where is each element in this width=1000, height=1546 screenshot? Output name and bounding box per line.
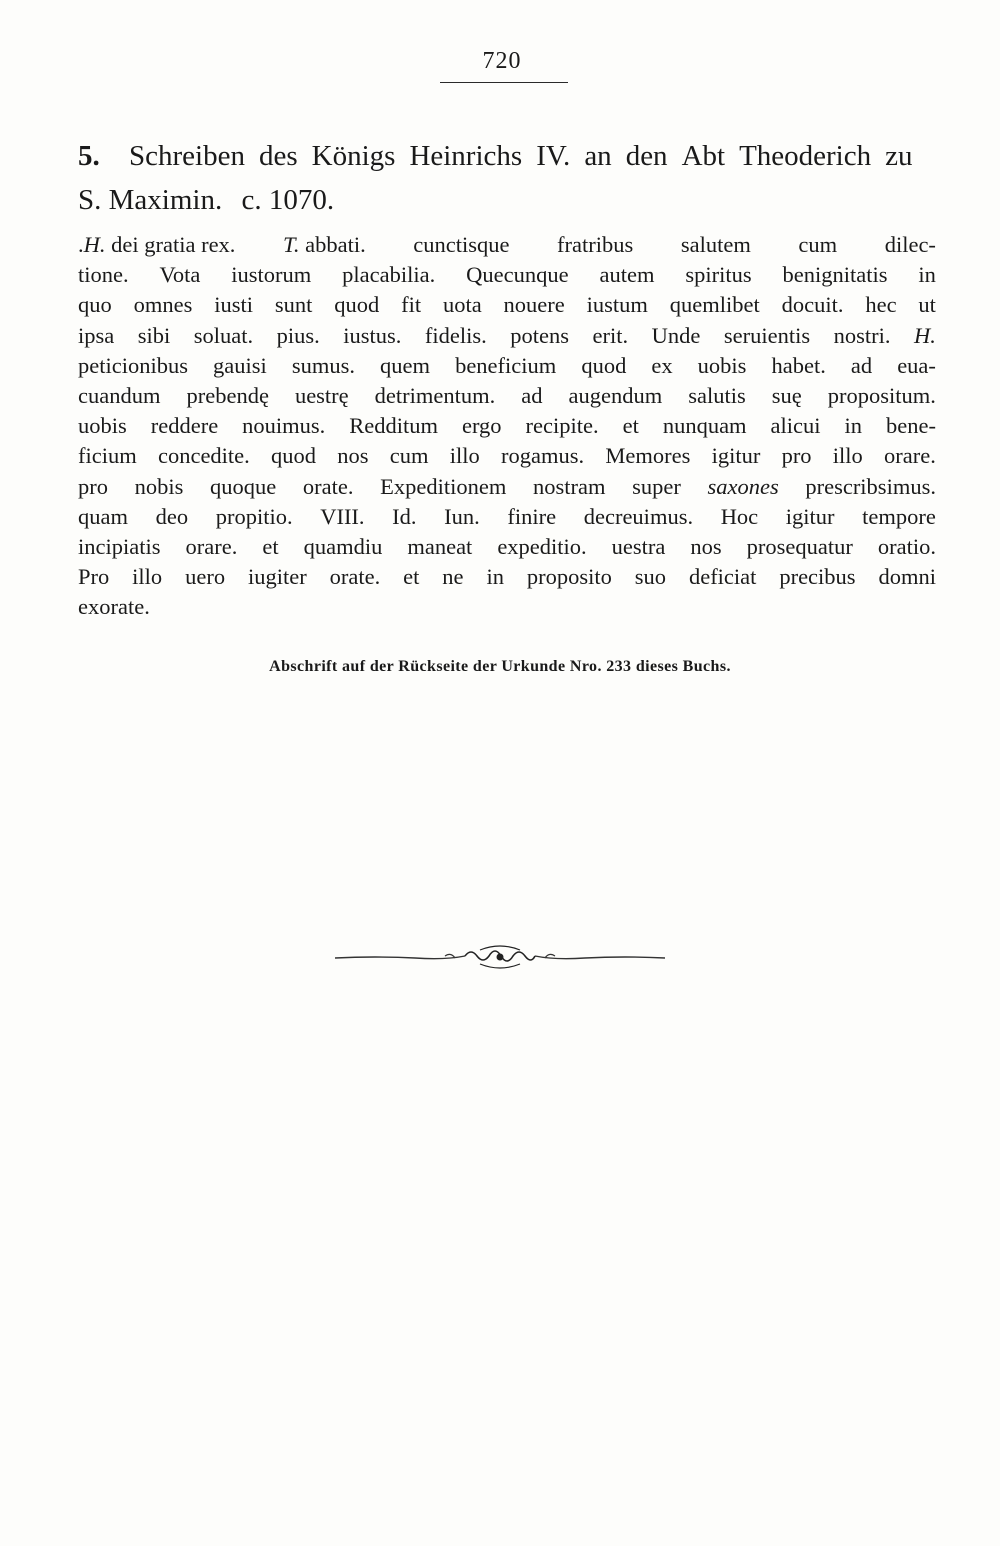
body-word: Quecunque [466, 262, 569, 288]
body-line [78, 592, 936, 622]
source-footnote: Abschrift auf der Rückseite der Urkunde Nro. 233 dieses Buchs. [269, 658, 731, 675]
body-word: prescribsimus. [805, 473, 936, 499]
body-word: sunt [274, 292, 313, 318]
body-word: quem [380, 352, 431, 378]
body-line [78, 532, 936, 562]
body-word: iusti [214, 292, 253, 318]
body-word: pius. [276, 322, 320, 348]
body-word: incipiatis [78, 534, 161, 560]
body-word: recipite. [525, 413, 599, 439]
heading-word: Schreiben [129, 140, 245, 172]
body-word: uobis [697, 352, 747, 378]
body-line [78, 562, 936, 592]
body-word: deo [155, 503, 189, 529]
body-word: super [632, 473, 681, 499]
body-word: Vota [159, 262, 201, 288]
body-word: prebendę [186, 383, 269, 409]
heading-date: c. 1070. [241, 184, 335, 216]
body-line [78, 230, 936, 260]
body-line [78, 411, 936, 441]
heading-word: den [625, 140, 668, 172]
body-word: gauisi [213, 352, 267, 378]
body-word: Pro [78, 564, 110, 590]
body-word: T. abbati. [283, 232, 366, 257]
body-word: nostram [532, 473, 606, 499]
body-word: nouimus. [242, 413, 326, 439]
body-word: in [486, 564, 504, 590]
body-word: cunctisque [413, 232, 510, 257]
body-word: spiritus [685, 262, 752, 288]
body-word: uestra [611, 534, 666, 560]
body-word: habet. [771, 352, 826, 378]
body-word: ergo [461, 413, 502, 439]
body-word: iustum [586, 292, 648, 318]
body-word: orate. [302, 473, 354, 499]
heading-line-2 [78, 178, 936, 222]
body-word: seruientis [723, 322, 811, 348]
body-word: cum [798, 232, 838, 257]
body-word: uestrę [294, 383, 349, 409]
body-word: quam [78, 503, 128, 529]
body-word: iugiter [247, 564, 307, 590]
body-word: et [622, 413, 639, 439]
body-word: precibus [779, 564, 856, 590]
body-word: cuandum [78, 383, 161, 409]
body-word: prosequatur [746, 534, 853, 560]
body-word: dilec- [884, 232, 936, 257]
body-word: Id. [392, 503, 417, 529]
body-word: et [262, 534, 279, 560]
body-word: ficium [78, 443, 137, 469]
body-word: Expeditionem [380, 473, 507, 499]
body-word: nunquam [662, 413, 747, 439]
body-word: potens [510, 322, 570, 348]
body-word: docuit. [781, 292, 844, 318]
body-word: salutis [688, 383, 746, 409]
body-word: illo [449, 443, 480, 469]
heading-word: Abt [681, 140, 726, 172]
body-word: domni [878, 564, 936, 590]
body-word: hec [865, 292, 897, 318]
body-word: orare. [884, 443, 936, 469]
body-word: Hoc [720, 503, 759, 529]
body-line [78, 260, 936, 290]
heading-number: 5. [78, 140, 100, 172]
heading-word: zu [885, 140, 913, 172]
body-word: ad [521, 383, 543, 409]
page-number-rule [440, 82, 568, 83]
body-word: iustus. [343, 322, 402, 348]
body-word: deficiat [688, 564, 757, 590]
body-word: quoque [210, 473, 277, 499]
body-word: benignitatis [782, 262, 888, 288]
body-word: VIII. [320, 503, 365, 529]
body-word: detrimentum. [374, 383, 496, 409]
body-word: igitur [711, 443, 761, 469]
body-word: orate. [329, 564, 381, 590]
body-word: suę [771, 383, 802, 409]
body-word: sibi [137, 322, 171, 348]
body-word: suo [634, 564, 667, 590]
body-word: igitur [785, 503, 835, 529]
body-word: nouere [503, 292, 565, 318]
heading-word: Königs [311, 140, 396, 172]
body-word: autem [599, 262, 655, 288]
body-line [78, 290, 936, 320]
body-word: nostri. [833, 322, 891, 348]
heading-word: IV. [536, 140, 571, 172]
body-word: pro [78, 473, 108, 499]
body-word: decreuimus. [583, 503, 694, 529]
body-word: maneat [407, 534, 473, 560]
body-word: finire [507, 503, 557, 529]
body-line [78, 381, 936, 411]
body-word: pro [781, 443, 812, 469]
body-word: propositum. [827, 383, 936, 409]
heading-word: des [258, 140, 298, 172]
body-word: Unde [651, 322, 701, 348]
body-word: omnes [133, 292, 193, 318]
body-word: expeditio. [497, 534, 587, 560]
body-word: augendum [568, 383, 663, 409]
body-word: quod [271, 443, 317, 469]
body-word: ad [850, 352, 873, 378]
body-word: uero [185, 564, 226, 590]
body-word: quod [334, 292, 380, 318]
body-word: alicui [770, 413, 821, 439]
body-word: tione. [78, 262, 129, 288]
ornamental-divider-icon [335, 940, 665, 976]
body-word: ex [651, 352, 673, 378]
letter-body [78, 230, 936, 623]
body-word: H. [914, 322, 936, 348]
body-word: proposito [526, 564, 612, 590]
body-word: reddere [150, 413, 219, 439]
body-word: et [403, 564, 420, 590]
body-word: soluat. [193, 322, 254, 348]
body-word: peticionibus [78, 352, 188, 378]
body-word: iustorum [231, 262, 312, 288]
body-word: quemlibet [669, 292, 760, 318]
body-word: illo [832, 443, 863, 469]
body-word: quamdiu [303, 534, 383, 560]
body-word: placabilia. [342, 262, 436, 288]
body-word: in [844, 413, 862, 439]
body-word: orare. [185, 534, 238, 560]
heading-word: an [584, 140, 612, 172]
body-word: erit. [592, 322, 629, 348]
body-word: bene- [885, 413, 936, 439]
body-word: fratribus [557, 232, 634, 257]
body-word: .H. dei gratia rex. [78, 232, 236, 257]
body-word: uota [442, 292, 482, 318]
body-word: rogamus. [501, 443, 585, 469]
body-word: ipsa [78, 322, 115, 348]
body-line [78, 351, 936, 381]
page-number: 720 [482, 48, 522, 74]
body-word: oratio. [877, 534, 936, 560]
heading-word: Theoderich [739, 140, 872, 172]
heading-place: S. Maximin. [78, 184, 223, 216]
body-word: in [918, 262, 936, 288]
body-word: tempore [862, 503, 936, 529]
body-word: illo [132, 564, 163, 590]
body-word: ne [442, 564, 464, 590]
heading-word: Heinrichs [409, 140, 523, 172]
body-word: quod [581, 352, 627, 378]
body-line [78, 441, 936, 471]
body-word: exorate. [78, 594, 150, 620]
body-word: quo [78, 292, 112, 318]
body-word: Redditum [349, 413, 439, 439]
body-line [78, 321, 936, 351]
body-word: nos [337, 443, 369, 469]
body-word: salutem [680, 232, 751, 257]
body-word: saxones [707, 473, 779, 499]
body-word: Memores [605, 443, 691, 469]
body-word: beneficium [455, 352, 557, 378]
body-word: ut [918, 292, 936, 318]
body-word: cum [389, 443, 429, 469]
body-word: eua- [897, 352, 936, 378]
body-word: concedite. [157, 443, 250, 469]
body-word: Iun. [444, 503, 480, 529]
body-line [78, 472, 936, 502]
body-word: nos [690, 534, 722, 560]
body-word: nobis [134, 473, 184, 499]
body-word: propitio. [215, 503, 293, 529]
heading-line-1 [78, 134, 936, 178]
body-word: fidelis. [424, 322, 487, 348]
body-line [78, 502, 936, 532]
body-word: sumus. [291, 352, 355, 378]
body-word: uobis [78, 413, 127, 439]
body-word: fit [401, 292, 422, 318]
document-heading [78, 134, 936, 222]
